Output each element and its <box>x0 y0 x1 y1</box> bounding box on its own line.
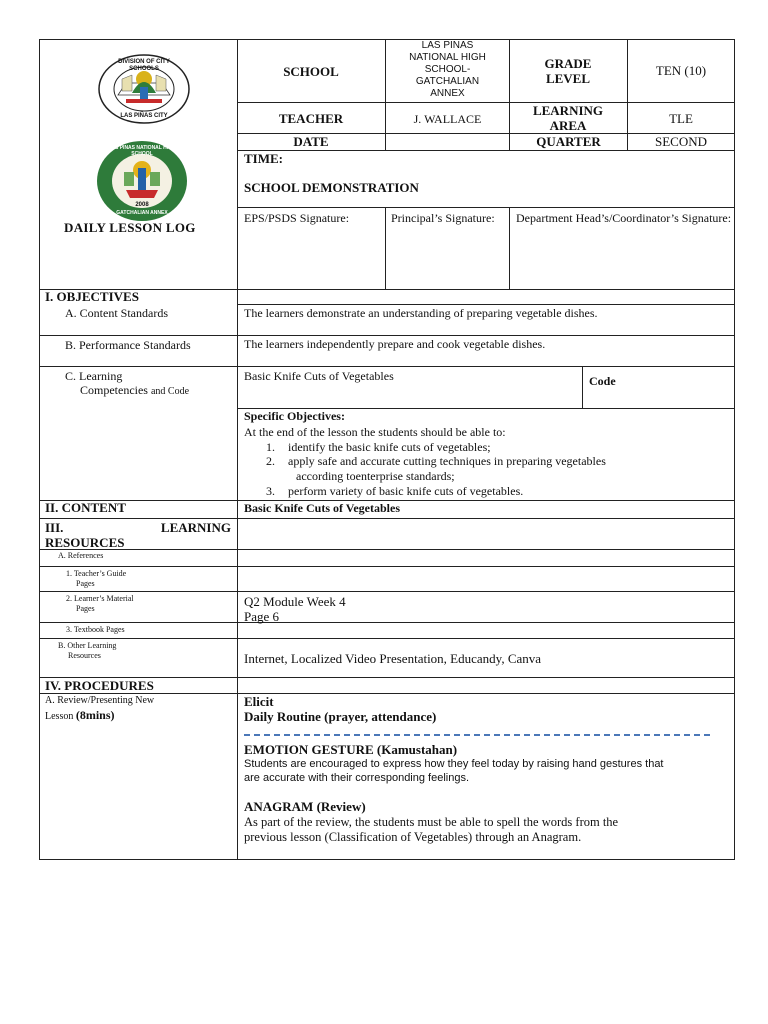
learning-area-value: TLE <box>669 111 693 126</box>
eps-signature-label: EPS/PSDS Signature: <box>244 211 350 225</box>
grade-level-label: GRADE LEVEL <box>544 56 592 86</box>
references-label: A. References <box>58 551 104 560</box>
review-label-line1: A. Review/Presenting New <box>45 695 155 706</box>
school-label: SCHOOL <box>283 64 339 79</box>
elicit-label: Elicit <box>244 694 274 709</box>
school-demo-label: SCHOOL DEMONSTRATION <box>244 180 419 195</box>
resources-heading-word2: LEARNING <box>160 520 231 535</box>
grade-level-value: TEN (10) <box>655 63 707 78</box>
learners-material-value <box>244 594 346 624</box>
specific-objectives-list <box>266 440 732 499</box>
dashed-divider <box>244 734 710 736</box>
learning-area-label: LEARNING AREA <box>532 103 604 133</box>
teachers-guide-line2: Pages <box>76 579 95 588</box>
competencies-label-suffix: and Code <box>150 386 190 397</box>
performance-standards-value: The learners independently prepare and cook vegetable dishes. <box>244 337 546 351</box>
review-label-line2: Lesson <box>45 711 74 722</box>
resources-heading-word3: RESOURCES <box>45 535 125 550</box>
competencies-label <box>65 369 235 399</box>
resources-heading-word1: III. <box>45 520 64 535</box>
competencies-label-line1: C. Learning <box>65 369 123 383</box>
list-item-text: according toenterprise standards; <box>296 469 455 483</box>
school-name-line: ANNEX <box>430 88 465 99</box>
list-item-number: 2. <box>266 454 275 468</box>
list-item-number: 1. <box>266 440 275 454</box>
school-name-line: NATIONAL HIGH <box>409 52 486 63</box>
school-name-line: SCHOOL- <box>424 64 471 75</box>
learners-material-value-line2: Page 6 <box>244 609 280 624</box>
list-item-text: perform variety of basic knife cuts of vegetables. <box>288 484 524 498</box>
dept-head-signature-label: Department Head’s/Coordinator’s Signature: <box>516 211 732 225</box>
logo2-bottom-text: GATCHALIAN ANNEX <box>116 210 168 216</box>
daily-routine-label: Daily Routine (prayer, attendance) <box>244 709 437 724</box>
content-standards-value: The learners demonstrate an understanding of preparing vegetable dishes. <box>244 306 598 320</box>
anagram-text <box>244 815 732 845</box>
anagram-line: As part of the review, the students must be able to spell the words from the <box>244 815 619 829</box>
logo1-bottom-text: LAS PIÑAS CITY <box>120 113 168 119</box>
emotion-gesture-text <box>244 757 732 785</box>
specific-objectives-intro: At the end of the lesson the students should be able to: <box>244 425 506 439</box>
procedures-heading: IV. PROCEDURES <box>45 678 154 693</box>
other-resources-label <box>58 641 116 661</box>
other-resources-value: Internet, Localized Video Presentation, Educandy, Canva <box>244 651 542 666</box>
teacher-value: J. WALLACE <box>413 112 482 126</box>
school-logo <box>94 140 190 222</box>
teachers-guide-label <box>66 569 126 589</box>
anagram-line: previous lesson (Classification of Vegetables) through an Anagram. <box>244 830 582 844</box>
emotion-line: are accurate with their corresponding feelings. <box>244 772 470 784</box>
principal-signature-label: Principal’s Signature: <box>391 211 495 225</box>
date-label: DATE <box>293 134 329 149</box>
textbook-pages-label: 3. Textbook Pages <box>66 625 125 634</box>
list-item <box>266 484 732 499</box>
learners-material-value-line1: Q2 Module Week 4 <box>244 594 346 609</box>
list-item <box>266 454 732 484</box>
code-label: Code <box>589 374 616 388</box>
division-logo <box>96 53 192 125</box>
review-label <box>45 694 235 724</box>
list-item <box>266 440 732 454</box>
content-standards-label: A. Content Standards <box>65 306 168 320</box>
logo1-top-text: DIVISION OF CITY SCHOOLS <box>118 59 170 72</box>
list-item-number: 3. <box>266 484 275 498</box>
school-name-line: LAS PINAS <box>421 40 474 51</box>
objectives-heading: I. OBJECTIVES <box>45 289 139 304</box>
other-resources-line1: B. Other Learning <box>58 641 117 650</box>
list-item-text: apply safe and accurate cutting techniques in preparing vegetables <box>288 454 606 468</box>
competencies-label-line2-wrap <box>65 383 235 399</box>
content-value: Basic Knife Cuts of Vegetables <box>244 501 400 515</box>
teachers-guide-line1: 1. Teacher’s Guide <box>66 569 127 578</box>
review-time: (8mins) <box>75 708 115 722</box>
competencies-value: Basic Knife Cuts of Vegetables <box>244 369 394 383</box>
emotion-gesture-heading: EMOTION GESTURE (Kamustahan) <box>244 742 458 757</box>
school-name-line: GATCHALIAN <box>415 76 480 87</box>
resources-heading <box>45 520 231 550</box>
content-heading: II. CONTENT <box>45 500 126 515</box>
logo2-top-text: LAS PINAS NATIONAL HIGH SCHOOL <box>108 145 176 157</box>
teacher-label: TEACHER <box>278 111 344 126</box>
specific-objectives-heading: Specific Objectives: <box>244 409 345 423</box>
logo2-year: 2008 <box>135 202 149 208</box>
performance-standards-label: B. Performance Standards <box>65 338 191 352</box>
list-item-text: identify the basic knife cuts of vegetables; <box>288 440 491 454</box>
learners-material-line1: 2. Learner’s Material <box>66 594 134 603</box>
time-label: TIME: <box>244 151 283 166</box>
review-label-line2-wrap <box>45 708 235 724</box>
quarter-value: SECOND <box>654 134 707 149</box>
school-name <box>386 40 509 100</box>
quarter-label: QUARTER <box>536 134 601 149</box>
competencies-label-line2: Competencies <box>80 383 148 397</box>
learners-material-label <box>66 594 134 614</box>
emotion-line: Students are encouraged to express how they feel today by raising hand gestures that <box>244 758 664 770</box>
learners-material-line2: Pages <box>76 604 95 613</box>
other-resources-line2: Resources <box>68 651 101 660</box>
resources-heading-line1 <box>45 520 231 535</box>
anagram-heading: ANAGRAM (Review) <box>244 799 366 814</box>
daily-lesson-log-title: DAILY LESSON LOG <box>64 220 196 235</box>
